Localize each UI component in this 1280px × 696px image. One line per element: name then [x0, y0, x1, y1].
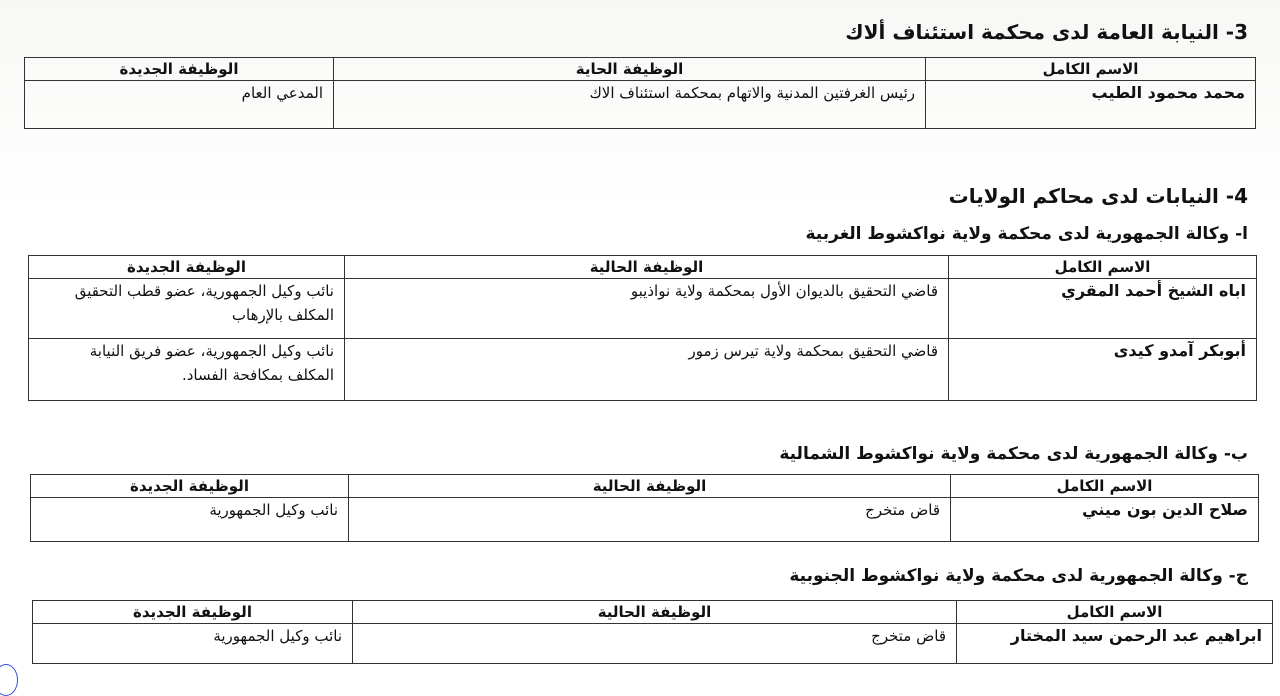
- cell-full-name: اباه الشيخ أحمد المقري: [949, 279, 1257, 339]
- cell-full-name: صلاح الدين بون ميني: [951, 498, 1259, 542]
- header-current-position: الوظيفة الحاية: [334, 58, 926, 81]
- section-4-title: 4- النيابات لدى محاكم الولايات: [948, 184, 1248, 208]
- cell-current-position: قاض متخرج: [349, 498, 951, 542]
- header-full-name: الاسم الكامل: [951, 475, 1259, 498]
- table-row: [31, 498, 1259, 542]
- cell-current-position: قاضي التحقيق بالديوان الأول بمحكمة ولاية نواذيبو: [345, 279, 949, 339]
- table-row: [33, 624, 1273, 664]
- table-row: [29, 339, 1257, 401]
- header-current-position: الوظيفة الحالية: [349, 475, 951, 498]
- section-4a-table: [28, 255, 1257, 401]
- cell-full-name: أبوبكر آمدو كيدى: [949, 339, 1257, 401]
- cell-current-position: رئيس الغرفتين المدنية والاتهام بمحكمة استئناف الاك: [334, 81, 926, 129]
- section-4c-title: ج- وكالة الجمهورية لدى محكمة ولاية نواكشوط الجنوبية: [789, 566, 1248, 586]
- header-current-position: الوظيفة الحالية: [345, 256, 949, 279]
- cell-new-position: المدعي العام: [25, 81, 334, 129]
- header-full-name: الاسم الكامل: [957, 601, 1273, 624]
- header-current-position: الوظيفة الحالية: [353, 601, 957, 624]
- header-new-position: الوظيفة الجديدة: [25, 58, 334, 81]
- section-4b-table: [30, 474, 1259, 542]
- cell-current-position: قاضي التحقيق بمحكمة ولاية تيرس زمور: [345, 339, 949, 401]
- cell-new-position: نائب وكيل الجمهورية، عضو قطب التحقيق المكلف بالإرهاب: [29, 279, 345, 339]
- cell-full-name: محمد محمود الطيب: [926, 81, 1256, 129]
- table-header-row: [33, 601, 1273, 624]
- cell-full-name: ابراهيم عبد الرحمن سيد المختار: [957, 624, 1273, 664]
- cell-current-position: قاض متخرج: [353, 624, 957, 664]
- header-full-name: الاسم الكامل: [926, 58, 1256, 81]
- section-3-table: [24, 57, 1256, 129]
- table-row: [25, 81, 1256, 129]
- section-4a-title: ا- وكالة الجمهورية لدى محكمة ولاية نواكشوط الغربية: [805, 224, 1248, 244]
- section-4c-table: [32, 600, 1273, 664]
- header-new-position: الوظيفة الجديدة: [31, 475, 349, 498]
- header-new-position: الوظيفة الجديدة: [29, 256, 345, 279]
- section-3-title: 3- النيابة العامة لدى محكمة استئناف ألاك: [845, 20, 1248, 44]
- header-full-name: الاسم الكامل: [949, 256, 1257, 279]
- cell-new-position: نائب وكيل الجمهورية: [31, 498, 349, 542]
- pen-mark: [0, 664, 18, 696]
- cell-new-position: نائب وكيل الجمهورية: [33, 624, 353, 664]
- table-header-row: [29, 256, 1257, 279]
- table-header-row: [25, 58, 1256, 81]
- table-header-row: [31, 475, 1259, 498]
- cell-new-position: نائب وكيل الجمهورية، عضو فريق النيابة المكلف بمكافحة الفساد.: [29, 339, 345, 401]
- header-new-position: الوظيفة الجديدة: [33, 601, 353, 624]
- section-4b-title: ب- وكالة الجمهورية لدى محكمة ولاية نواكشوط الشمالية: [779, 444, 1248, 464]
- table-row: [29, 279, 1257, 339]
